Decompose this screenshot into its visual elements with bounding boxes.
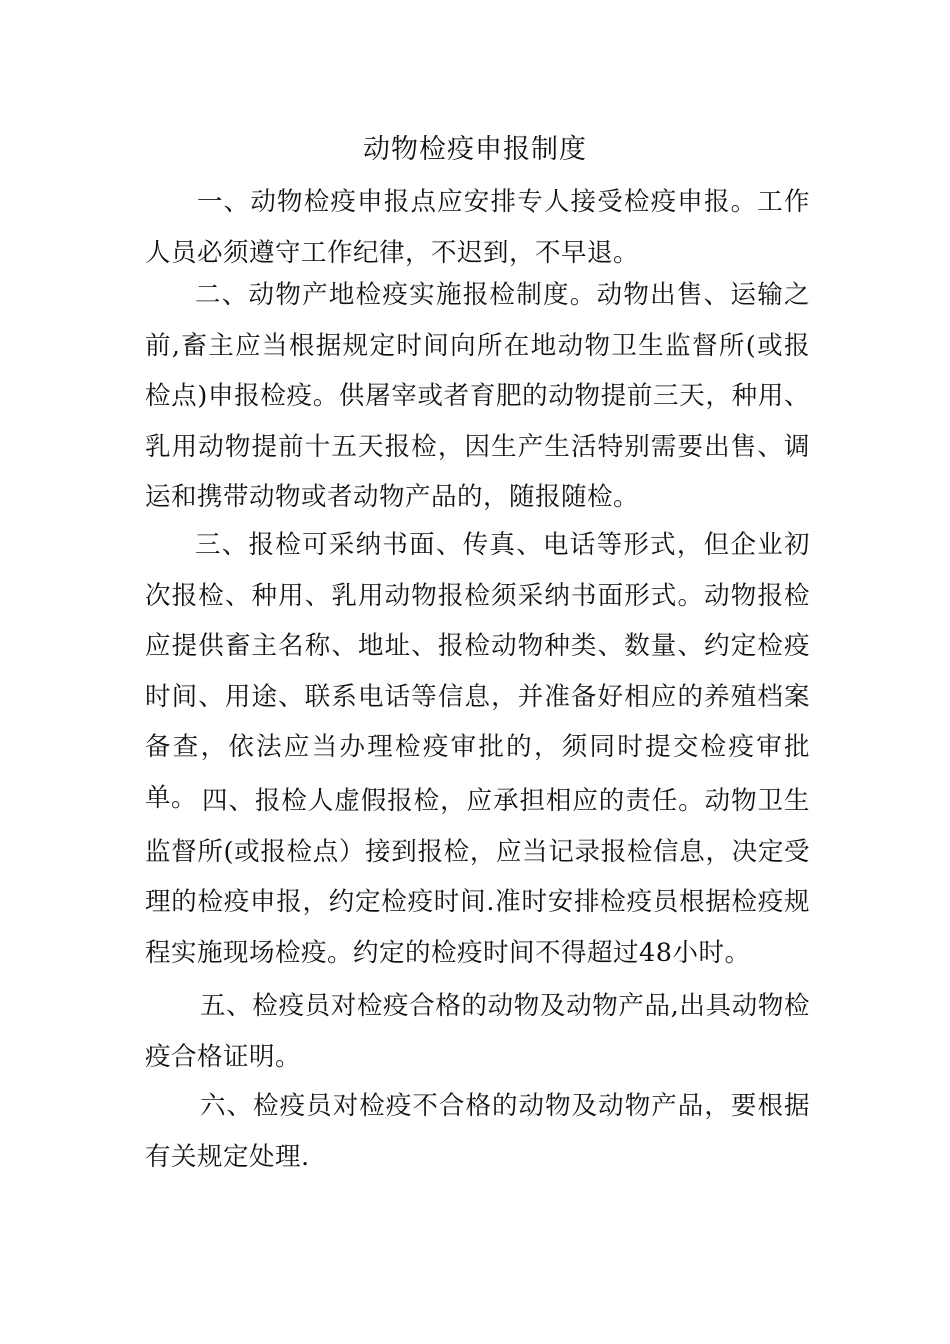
paragraph-3: 三、报检可采纳书面、传真、电话等形式，但企业初次报检、种用、乳用动物报检须采纳书面形式。动物报检应提供畜主名称、地址、报检动物种类、数量、约定检疫时间、用途、联系电话等信息，并准备好相应的养殖档案备查，依法应当办理检疫审批的，须同时提交检疫审批单。 [145, 530, 810, 813]
paragraph-1: 一、动物检疫申报点应安排专人接受检疫申报。工作人员必须遵守工作纪律，不迟到，不早退。 [145, 187, 810, 268]
paragraph-2: 二、动物产地检疫实施报检制度。动物出售、运输之前,畜主应当根据规定时间向所在地动物卫生监督所(或报检点)申报检疫。供屠宰或者育肥的动物提前三天，种用、乳用动物提前十五天报检，因生产生活特别需要出售、调运和携带动物或者动物产品的，随报随检。 [145, 280, 810, 512]
document-title: 动物检疫申报制度 [363, 134, 587, 165]
paragraph-6: 六、检疫员对检疫不合格的动物及动物产品，要根据有关规定处理. [145, 1091, 810, 1172]
paragraph-4: 四、报检人虚假报检，应承担相应的责任。动物卫生监督所(或报检点）接到报检，应当记录报检信息，决定受理的检疫申报，约定检疫时间.准时安排检疫员根据检疫规程实施现场检疫。约定的检疫时间不得超过48小时。 [145, 786, 810, 968]
paragraph-5: 五、检疫员对检疫合格的动物及动物产品,出具动物检疫合格证明。 [145, 991, 810, 1072]
